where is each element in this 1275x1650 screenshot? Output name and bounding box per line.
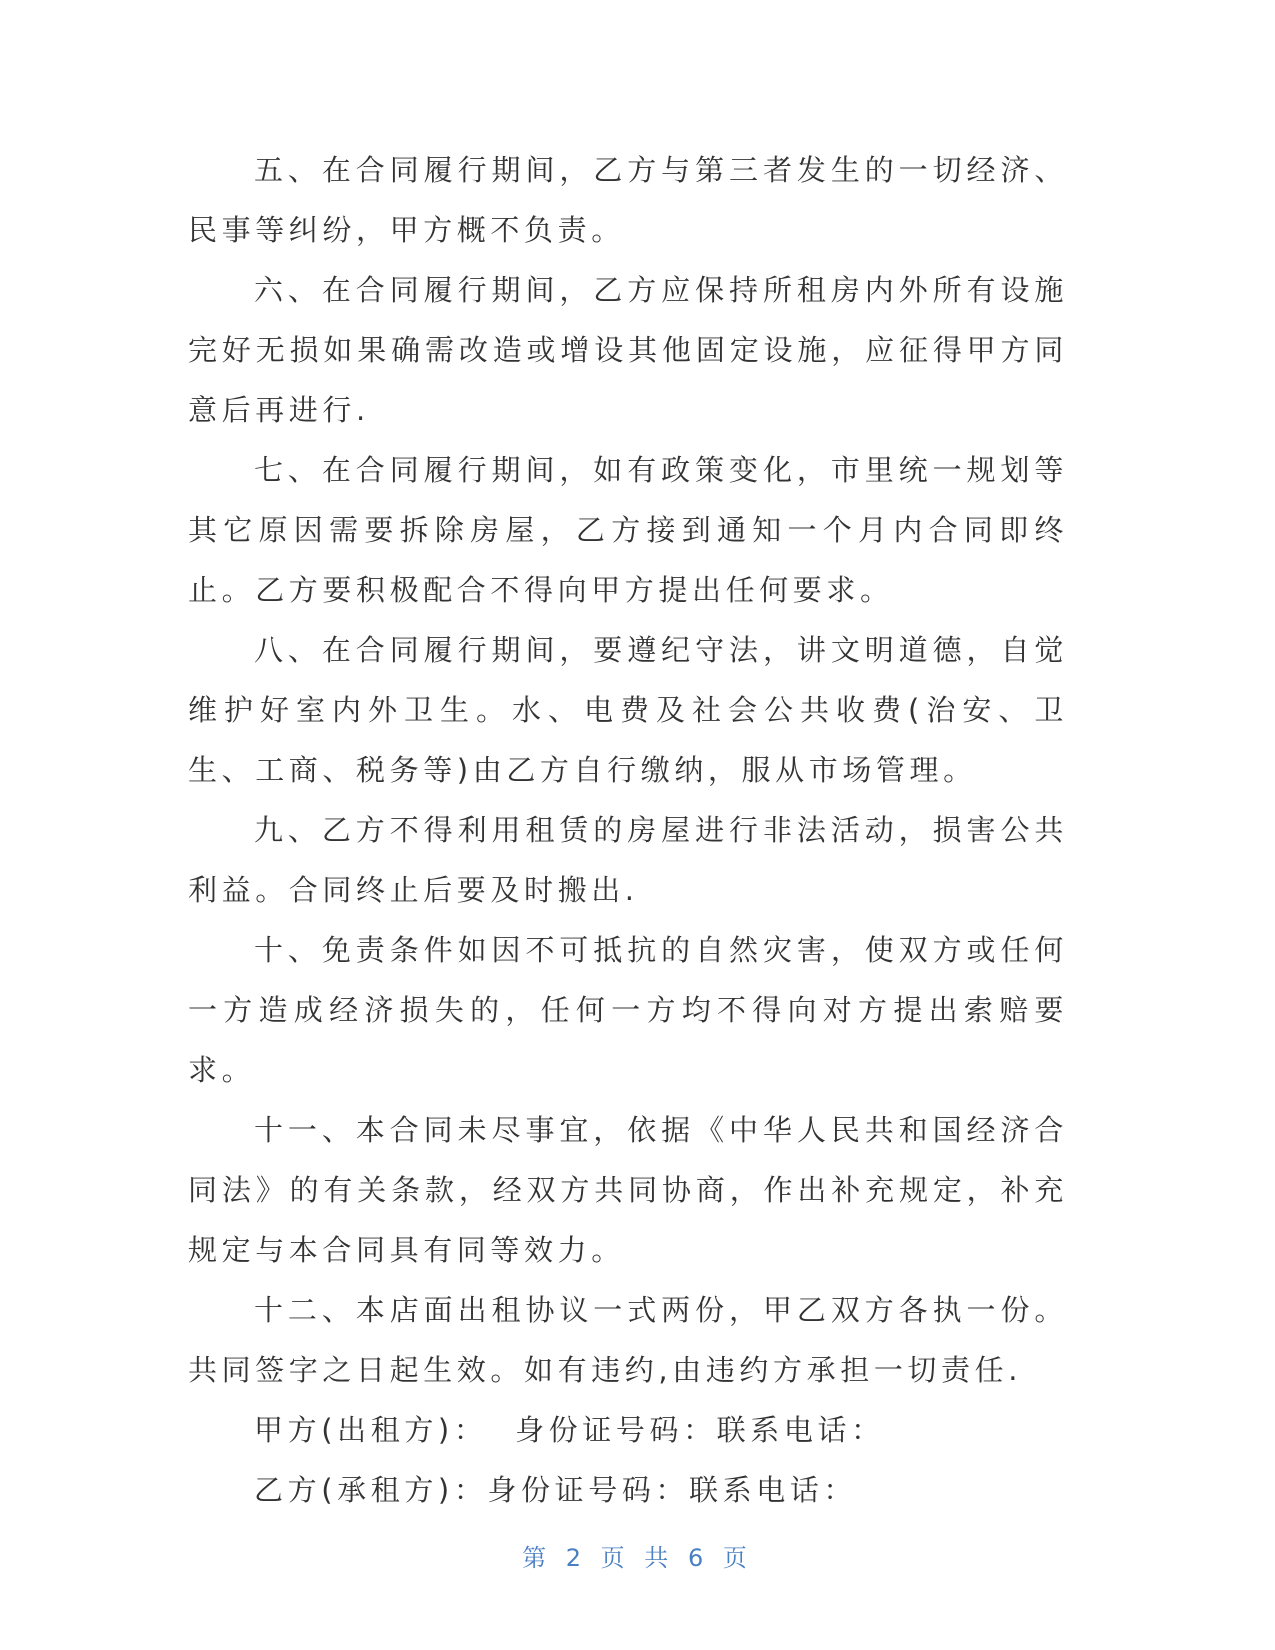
clause-6: 六、在合同履行期间，乙方应保持所租房内外所有设施完好无损如果确需改造或增设其他固定设施，应征得甲方同意后再进行.	[188, 273, 1068, 427]
clause-7: 七、在合同履行期间，如有政策变化，市里统一规划等其它原因需要拆除房屋，乙方接到通知一个月内合同即终止。乙方要积极配合不得向甲方提出任何要求。	[188, 453, 1068, 607]
clause-8: 八、在合同履行期间，要遵纪守法，讲文明道德，自觉维护好室内外卫生。水、电费及社会公共收费(治安、卫生、工商、税务等)由乙方自行缴纳，服从市场管理。	[188, 633, 1068, 787]
page-number-footer: 第 2 页 共 6 页	[522, 1544, 753, 1572]
clause-11: 十一、本合同未尽事宜，依据《中华人民共和国经济合同法》的有关条款，经双方共同协商，作出补充规定，补充规定与本合同具有同等效力。	[188, 1113, 1068, 1267]
clause-10: 十、免责条件如因不可抵抗的自然灾害，使双方或任何一方造成经济损失的，任何一方均不得向对方提出索赔要求。	[188, 933, 1068, 1087]
document-body	[188, 140, 1068, 1520]
clause-12: 十二、本店面出租协议一式两份，甲乙双方各执一份。共同签字之日起生效。如有违约,由违约方承担一切责任.	[188, 1293, 1068, 1387]
party-b-signature-line: 乙方(承租方)：身份证号码：联系电话：	[254, 1473, 858, 1507]
party-a-signature-line: 甲方(出租方)： 身份证号码：联系电话：	[254, 1413, 885, 1447]
clause-5: 五、在合同履行期间，乙方与第三者发生的一切经济、民事等纠纷，甲方概不负责。	[188, 153, 1068, 247]
clause-9: 九、乙方不得利用租赁的房屋进行非法活动，损害公共利益。合同终止后要及时搬出.	[188, 813, 1068, 907]
